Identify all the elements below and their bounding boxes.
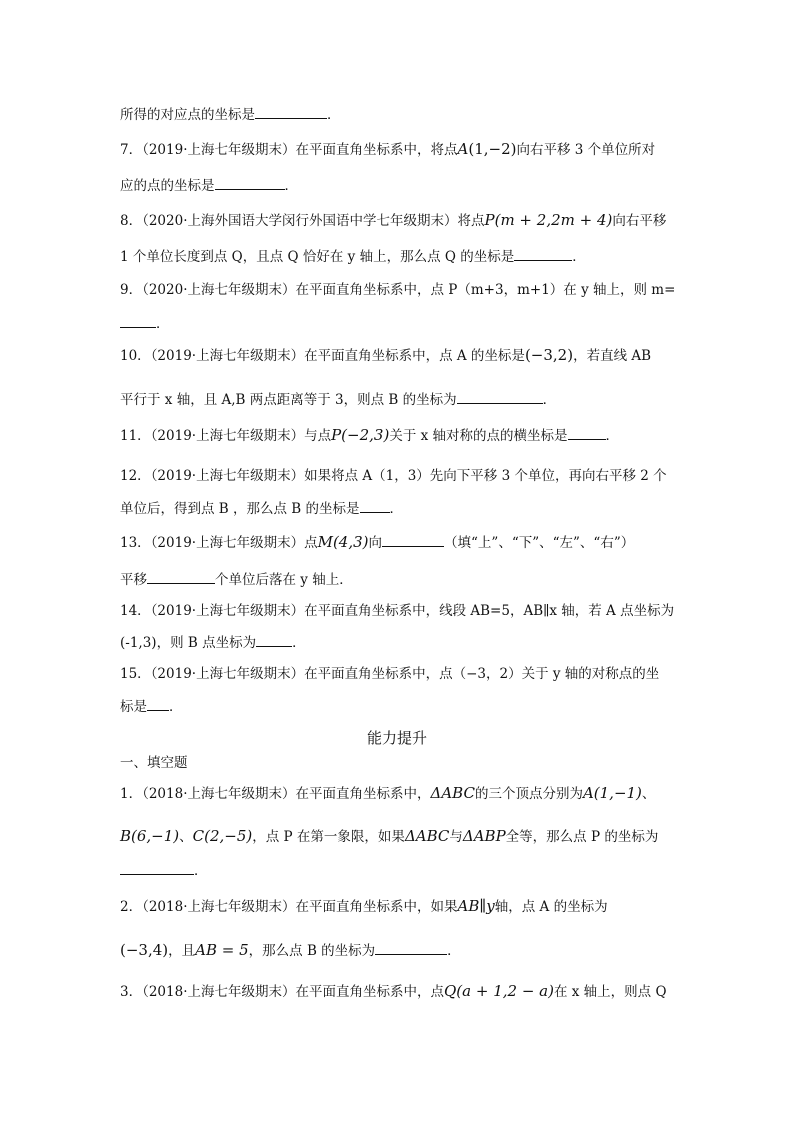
question-text: 与点 bbox=[304, 428, 332, 444]
answer-blank bbox=[375, 940, 447, 955]
question-source: （2019·上海七年级期末） bbox=[150, 535, 305, 551]
math-triangle: ΔABC bbox=[430, 784, 475, 802]
question-text: 个单位后落在 y 轴上． bbox=[215, 572, 353, 588]
math-coords: (1,−2) bbox=[468, 140, 517, 158]
math-point: C(2,−5) bbox=[192, 827, 253, 845]
question-text: 全等，那么点 P 的坐标为 bbox=[505, 829, 659, 845]
question-text: 1 个单位长度到点 Q，且点 Q 恰好在 y 轴上，那么点 Q 的坐标是 bbox=[120, 249, 515, 265]
period: ． bbox=[292, 635, 306, 651]
question-source: （2019·上海七年级期末） bbox=[150, 348, 305, 364]
question-13-line1 bbox=[120, 532, 680, 553]
math-coords: (−3,2) bbox=[524, 346, 574, 364]
answer-blank bbox=[382, 532, 444, 547]
period: ． bbox=[447, 943, 461, 959]
question-text: 点 bbox=[304, 535, 318, 551]
question-text: 在平面直角坐标系中，点 P（m+3，m+1）在 y 轴上，则 m= bbox=[295, 282, 676, 298]
question-text: 在 x 轴上，则点 Q bbox=[553, 984, 667, 1000]
question-source: （2019·上海七年级期末） bbox=[142, 142, 296, 158]
question-number: 13． bbox=[120, 535, 151, 551]
question-13-line2 bbox=[120, 569, 680, 590]
question-10-line2 bbox=[120, 389, 680, 410]
ability-question-1-line2 bbox=[120, 826, 680, 847]
question-source: （2019·上海七年级期末） bbox=[150, 468, 305, 484]
period: ． bbox=[284, 178, 298, 194]
answer-blank bbox=[256, 632, 292, 647]
question-number: 11． bbox=[120, 428, 151, 444]
ability-question-1-line1 bbox=[120, 783, 680, 804]
question-text: 向 bbox=[368, 535, 383, 551]
question-7-line2 bbox=[120, 175, 680, 196]
math-point: A(1,−1) bbox=[582, 784, 642, 802]
question-source: （2019·上海七年级期末） bbox=[150, 603, 305, 619]
period: ． bbox=[605, 428, 620, 444]
question-9-line1 bbox=[120, 280, 680, 300]
period: ． bbox=[194, 863, 208, 879]
question-number: 2． bbox=[120, 899, 143, 915]
question-source: （2020·上海七年级期末） bbox=[142, 282, 296, 298]
question-12-line1 bbox=[120, 466, 680, 486]
question-10-line1 bbox=[120, 345, 680, 366]
question-8-line1 bbox=[120, 210, 680, 231]
question-text: 与 bbox=[449, 829, 463, 845]
question-number: 14． bbox=[120, 603, 151, 619]
period: ． bbox=[169, 699, 183, 715]
question-text: 在平面直角坐标系中，线段 AB=5，AB∥x 轴，若 A 点坐标为 bbox=[304, 603, 675, 619]
section-title: 能力提升 bbox=[366, 729, 427, 747]
answer-blank bbox=[360, 498, 390, 513]
question-text: (-1,3)，则 B 点坐标为 bbox=[120, 635, 257, 651]
question-number: 3． bbox=[120, 984, 143, 1000]
ability-question-2-line2 bbox=[120, 940, 680, 961]
question-text: ，且 bbox=[168, 943, 196, 959]
period: ． bbox=[542, 392, 557, 408]
answer-blank bbox=[120, 860, 194, 875]
period: ． bbox=[156, 316, 170, 332]
question-text: 标是 bbox=[120, 699, 147, 715]
question-text: 向右平移 bbox=[612, 213, 667, 229]
math-triangle: ΔABC bbox=[404, 827, 450, 845]
question-text: 的三个顶点分别为 bbox=[474, 786, 583, 802]
period: ． bbox=[327, 107, 341, 123]
math-expression: P(m + 2,2m + 4) bbox=[484, 211, 613, 229]
question-number: 12． bbox=[120, 468, 151, 484]
q6-tail-text: 所得的对应点的坐标是 bbox=[120, 107, 255, 123]
math-expression: P(−2,3) bbox=[331, 426, 390, 444]
answer-blank bbox=[568, 425, 606, 440]
question-text: 在平面直角坐标系中， bbox=[295, 786, 431, 802]
question-source: （2018·上海七年级期末） bbox=[142, 984, 296, 1000]
question-text: 平行于 x 轴，且 A,B 两点距离等于 3，则点 B 的坐标为 bbox=[120, 392, 457, 408]
math-equation: AB = 5 bbox=[195, 941, 249, 959]
ability-question-3-line1 bbox=[120, 981, 680, 1002]
question-source: （2018·上海七年级期末） bbox=[142, 786, 296, 802]
ability-question-2-line1 bbox=[120, 896, 680, 917]
question-source: （2019·上海七年级期末） bbox=[150, 666, 305, 682]
question-15-line1 bbox=[120, 664, 680, 684]
question-text: 在平面直角坐标系中，如果 bbox=[295, 899, 458, 915]
answer-blank bbox=[457, 389, 543, 404]
question-text: 在平面直角坐标系中，点 bbox=[295, 984, 444, 1000]
question-text: 向右平移 3 个单位所对 bbox=[516, 142, 656, 158]
question-source: （2019·上海七年级期末） bbox=[150, 428, 305, 444]
q6-tail-line bbox=[120, 104, 680, 125]
math-coords: (−3,4) bbox=[120, 941, 169, 959]
question-text: 轴，点 A 的坐标为 bbox=[494, 899, 608, 915]
question-text: 在平面直角坐标系中，点（−3，2）关于 y 轴的对称点的坐 bbox=[304, 666, 660, 682]
question-text: ，那么点 B 的坐标为 bbox=[248, 943, 376, 959]
question-14-line2 bbox=[120, 632, 680, 653]
period: ． bbox=[389, 501, 404, 517]
question-11-line bbox=[120, 425, 680, 446]
math-relation: AB∥y bbox=[457, 897, 495, 915]
math-point: A bbox=[457, 140, 469, 158]
answer-blank bbox=[255, 104, 327, 119]
math-expression: Q(a + 1,2 − a) bbox=[444, 982, 554, 1000]
answer-blank bbox=[120, 313, 156, 328]
question-text: 将点 bbox=[457, 213, 485, 229]
question-number: 9． bbox=[120, 282, 143, 298]
question-text: 在平面直角坐标系中，将点 bbox=[295, 142, 458, 158]
question-text: 平移 bbox=[120, 572, 147, 588]
question-14-line1 bbox=[120, 601, 680, 621]
question-text: ，点 P 在第一象限，如果 bbox=[252, 829, 405, 845]
answer-blank bbox=[514, 246, 572, 261]
question-text: 在平面直角坐标系中，点 A 的坐标是 bbox=[304, 348, 525, 364]
separator: 、 bbox=[641, 786, 656, 802]
period: ． bbox=[572, 249, 586, 265]
subsection-heading: 一、填空题 bbox=[120, 755, 188, 771]
question-number: 7． bbox=[120, 142, 143, 158]
math-expression: M(4,3) bbox=[317, 533, 369, 551]
question-8-line2 bbox=[120, 246, 680, 267]
answer-blank bbox=[147, 569, 215, 584]
question-text: ，若直线 AB bbox=[573, 348, 652, 364]
math-point: B(6,−1) bbox=[120, 827, 180, 845]
question-15-line2 bbox=[120, 696, 680, 717]
question-number: 1． bbox=[120, 786, 143, 802]
question-number: 10． bbox=[120, 348, 151, 364]
question-number: 8． bbox=[120, 213, 143, 229]
question-source: （2020·上海外国语大学闵行外国语中学七年级期末） bbox=[142, 213, 458, 229]
question-text: 如果将点 A（1，3）先向下平移 3 个单位，再向右平移 2 个 bbox=[304, 468, 667, 484]
math-triangle: ΔABP bbox=[462, 827, 506, 845]
question-number: 15． bbox=[120, 666, 151, 682]
question-text: 关于 x 轴对称的点的横坐标是 bbox=[389, 428, 568, 444]
answer-blank bbox=[147, 696, 169, 711]
ability-question-1-line3 bbox=[120, 860, 680, 881]
question-9-line2 bbox=[120, 313, 680, 334]
question-text: 单位后，得到点 B ，那么点 B 的坐标是 bbox=[120, 501, 360, 517]
question-text: （填“上”、“下”、“左”、“右”） bbox=[444, 535, 635, 551]
question-12-line2 bbox=[120, 498, 680, 519]
question-7-line1 bbox=[120, 139, 680, 160]
answer-blank bbox=[215, 175, 285, 190]
question-source: （2018·上海七年级期末） bbox=[142, 899, 296, 915]
question-text: 应的点的坐标是 bbox=[120, 178, 215, 194]
separator: 、 bbox=[179, 829, 193, 845]
